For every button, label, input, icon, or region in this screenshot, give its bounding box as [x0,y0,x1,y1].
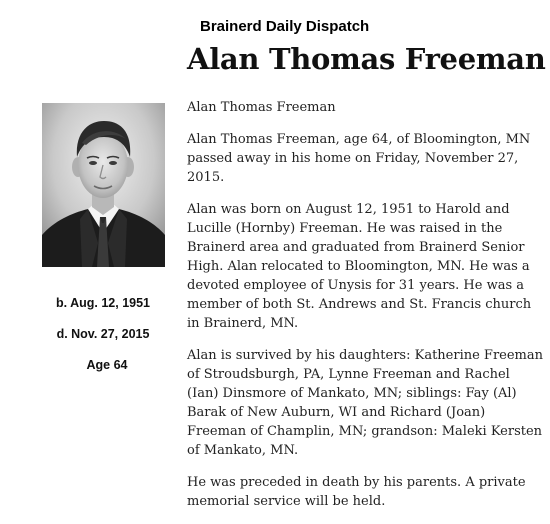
obituary-paragraph: Alan is survived by his daughters: Katherine Freeman of Stroudsburgh, PA, Lynne Freeman and Rachel (Ian) Dinsmore of Mankato, MN; siblings: Fay (Al) Barak of New Auburn, WI and Richard (Joan) Freeman of Champlin, MN; grandson: Maleki Kersten of Mankato, MN. [187,348,543,458]
portrait-photo [42,103,165,267]
obituary-paragraph: Alan was born on August 12, 1951 to Harold and Lucille (Hornby) Freeman. He was raised in the Brainerd area and graduated from Brainerd Senior High. Alan relocated to Bloomington, MN. He was a devoted employee of Unysis for 31 years. He was a member of both St. Andrews and St. Francis church in Brainerd, MN. [187,202,532,331]
obituary-headline: Alan Thomas Freeman [187,42,546,76]
obituary-body [187,98,545,524]
newspaper-masthead: Brainerd Daily Dispatch [200,18,370,35]
death-date: d. Nov. 27, 2015 [56,327,150,341]
age-label: Age 64 [86,358,128,372]
obituary-paragraph: He was preceded in death by his parents. A private memorial service will be held. [187,475,526,509]
obituary-name-line: Alan Thomas Freeman [187,100,336,115]
obituary-paragraph: Alan Thomas Freeman, age 64, of Bloomington, MN passed away in his home on Friday, November 27, 2015. [187,132,531,185]
birth-date: b. Aug. 12, 1951 [55,296,151,310]
